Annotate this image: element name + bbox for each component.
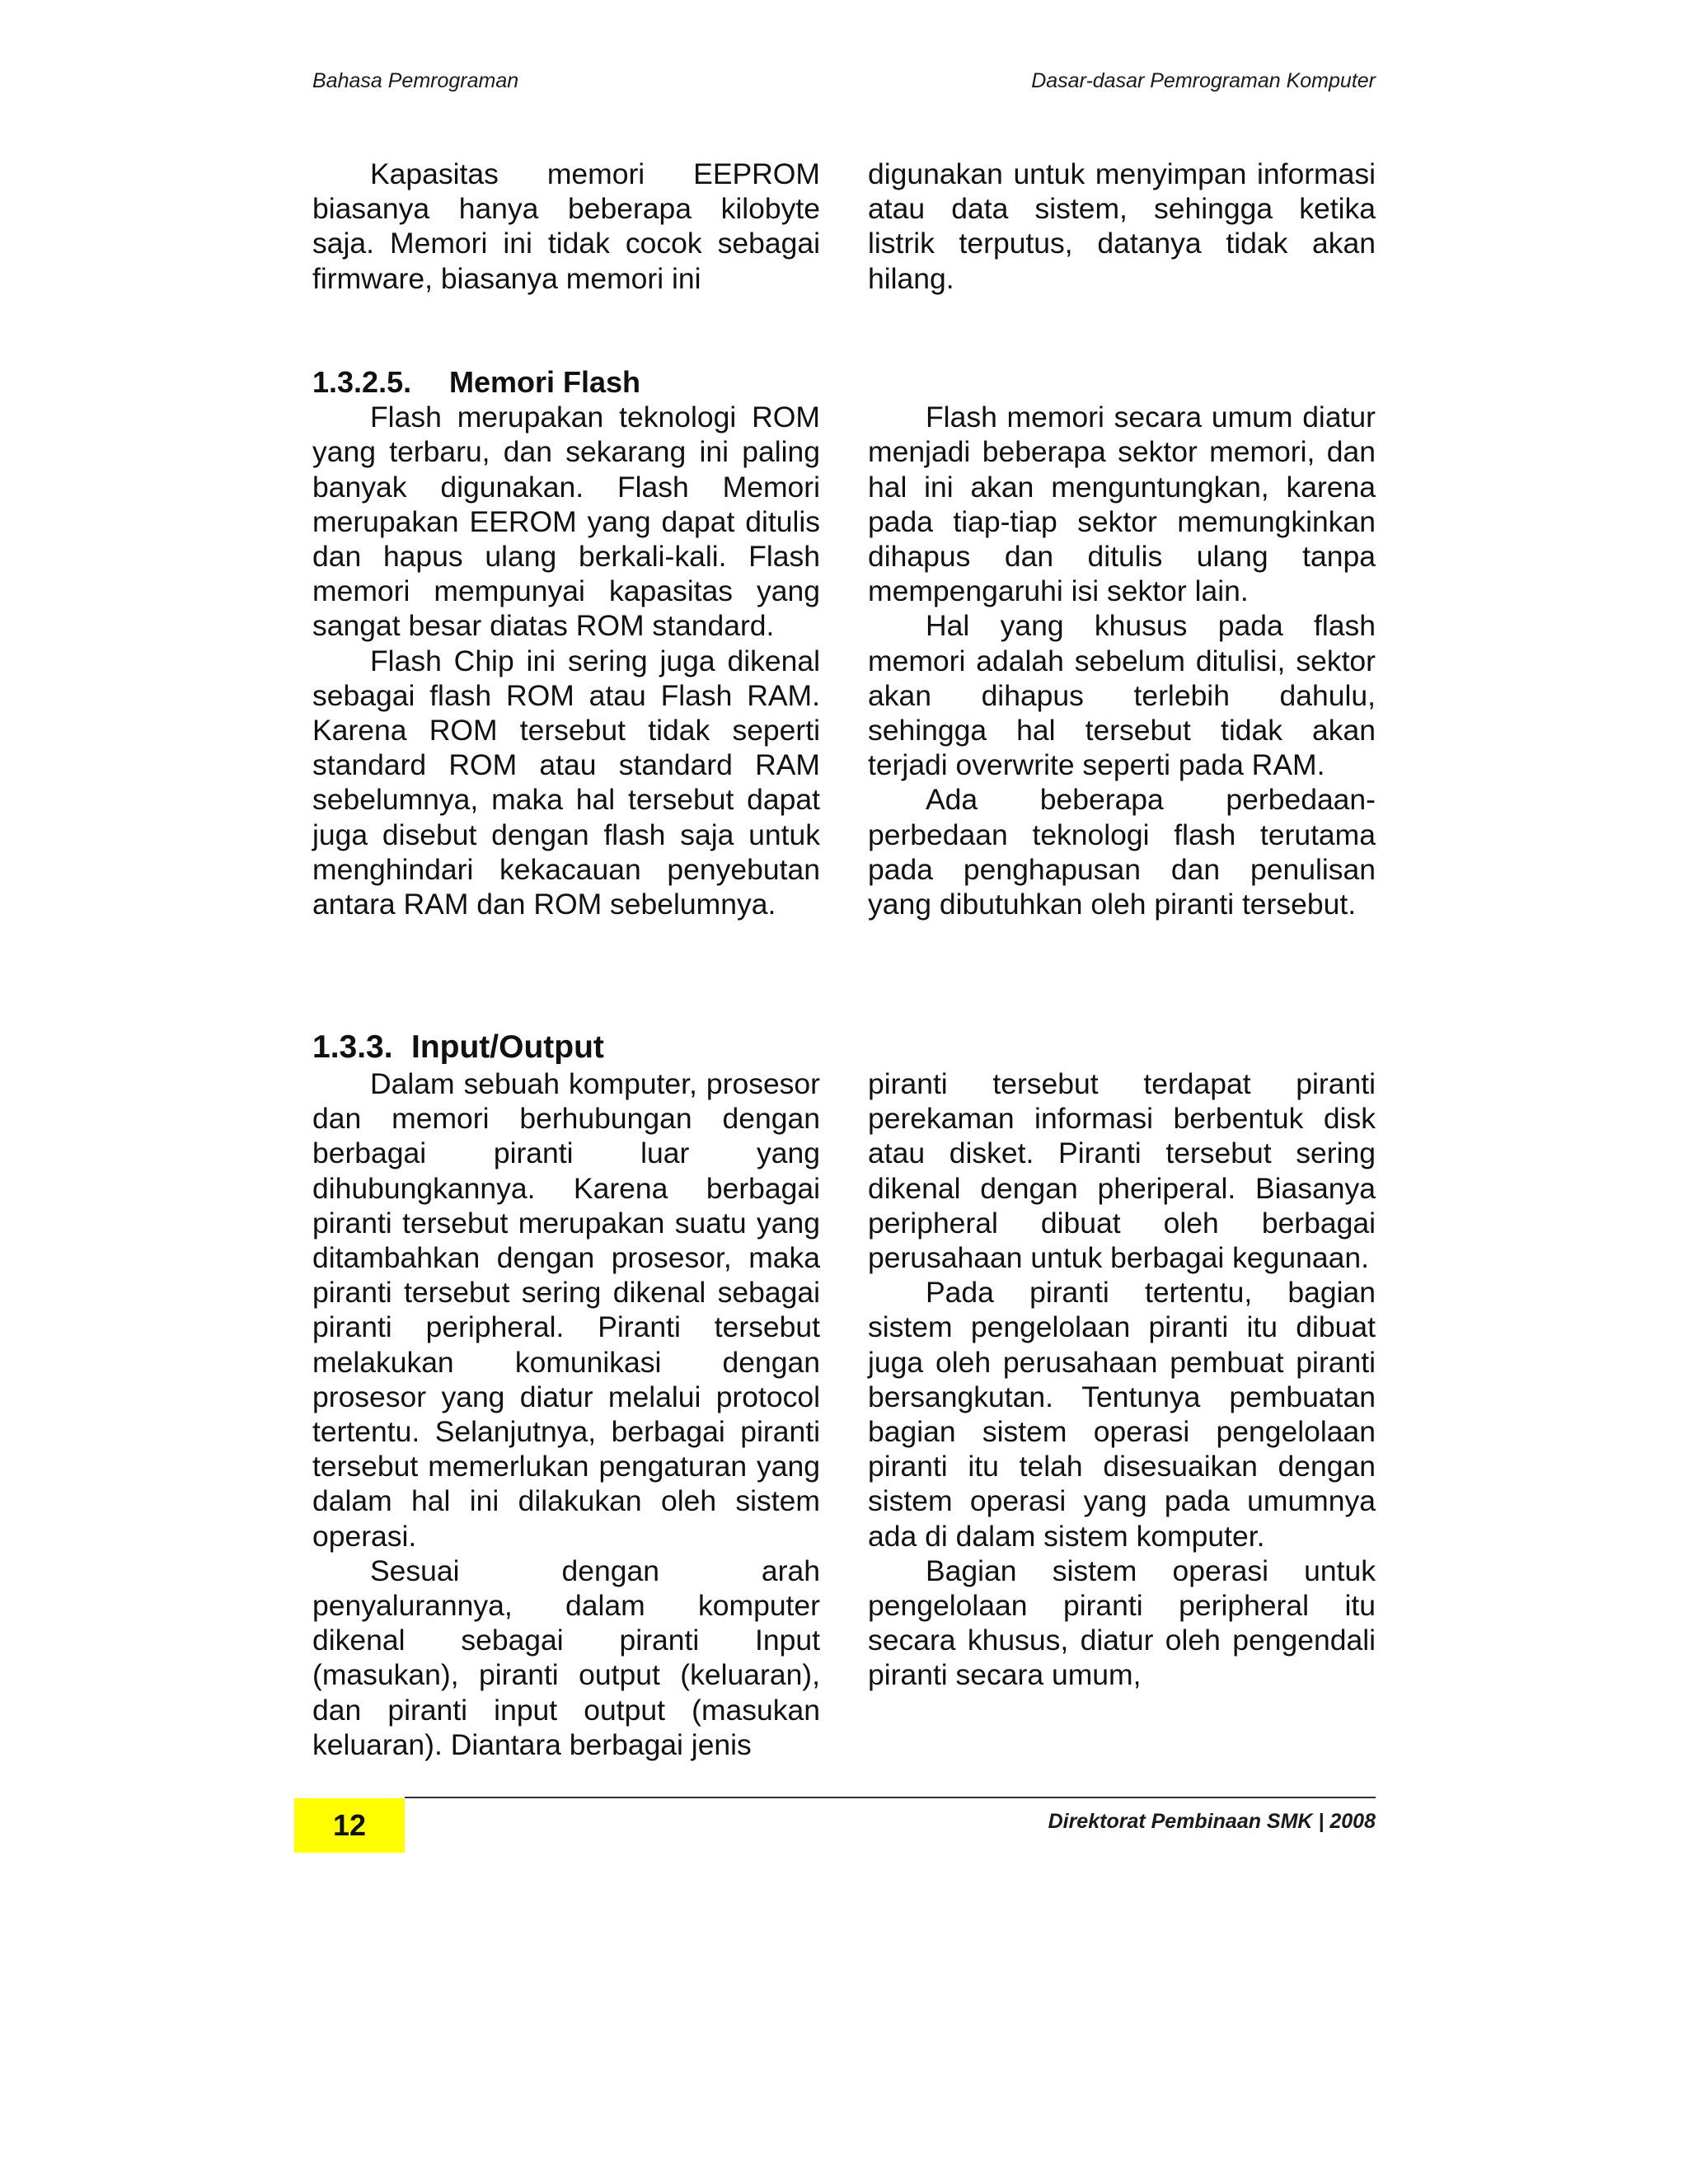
section-number: 1.3.2.5. xyxy=(312,365,412,399)
running-header-left: Bahasa Pemrograman xyxy=(312,69,519,92)
left-column xyxy=(312,157,820,296)
paragraph: Bagian sistem operasi untuk pengelolaan piranti peripheral itu secara khusus, diatur oleh pengendali piranti secara umum, xyxy=(868,1554,1376,1692)
paragraph: Dalam sebuah komputer, prosesor dan memori berhubungan dengan berbagai piranti luar yang dihubungkannya. Karena berbagai piranti tersebut merupakan suatu yang ditambahkan dengan prosesor, maka piranti tersebut sering dikenal sebagai piranti peripheral. Piranti tersebut melakukan komunikasi dengan prosesor yang diatur melalui protocol tertentu. Selanjutnya, berbagai piranti tersebut memerlukan pengaturan yang dalam hal ini dilakukan oleh sistem operasi. xyxy=(312,1067,820,1553)
footer-divider xyxy=(405,1797,1376,1798)
paragraph: Flash memori secara umum diatur menjadi beberapa sektor memori, dan hal ini akan menguntungkan, karena pada tiap-tiap sektor memungkinkan dihapus dan ditulis ulang tanpa mempengaruhi isi sektor lain. xyxy=(868,401,1376,608)
paragraph: piranti tersebut terdapat piranti perekaman informasi berbentuk disk atau disket. Piranti tersebut sering dikenal dengan pheriperal. Biasanya peripheral dibuat oleh berbagai perusahaan untuk berbagai kegunaan. xyxy=(868,1067,1376,1275)
section-number: 1.3.3. xyxy=(312,1029,393,1065)
paragraph: Hal yang khusus pada flash memori adalah sebelum ditulisi, sektor akan dihapus terlebih dahulu, sehingga hal tersebut tidak akan terjadi overwrite seperti pada RAM. xyxy=(868,609,1376,782)
running-header-right: Dasar-dasar Pemrograman Komputer xyxy=(1031,69,1376,92)
left-column xyxy=(312,400,820,921)
paragraph: Ada beberapa perbedaan-perbedaan teknologi flash terutama pada penghapusan dan penulisan yang dibutuhkan oleh piranti tersebut. xyxy=(868,783,1376,921)
section-title: Input/Output xyxy=(411,1029,604,1065)
paragraph: Sesuai dengan arah penyalurannya, dalam komputer dikenal sebagai piranti Input (masukan), piranti output (keluaran), dan piranti input output (masukan keluaran). Diantara berbagai jenis xyxy=(312,1554,820,1761)
section-title: Memori Flash xyxy=(449,365,641,399)
right-column xyxy=(868,1066,1376,1693)
footer-publisher: Direktorat Pembinaan SMK | 2008 xyxy=(1048,1810,1376,1833)
paragraph: Flash merupakan teknologi ROM yang terbaru, dan sekarang ini paling banyak digunakan. Flash Memori merupakan EEROM yang dapat ditulis dan hapus ulang berkali-kali. Flash memori mempunyai kapasitas yang sangat besar diatas ROM standard. xyxy=(312,401,820,643)
paragraph: digunakan untuk menyimpan informasi atau data sistem, sehingga ketika listrik terputus, datanya tidak akan hilang. xyxy=(868,157,1376,295)
page-number: 12 xyxy=(294,1798,405,1853)
section-heading xyxy=(312,1029,1376,1066)
right-column xyxy=(868,157,1376,296)
section-input-output xyxy=(312,1029,1376,1762)
section-heading xyxy=(312,365,1376,400)
paragraph: Pada piranti tertentu, bagian sistem pengelolaan piranti itu dibuat juga oleh perusahaan pembuat piranti bersangkutan. Tentunya pembuatan bagian sistem operasi pengelolaan piranti itu telah disesuaikan dengan sistem operasi yang pada umumnya ada di dalam sistem komputer. xyxy=(868,1276,1376,1553)
left-column xyxy=(312,1066,820,1762)
paragraph: Kapasitas memori EEPROM biasanya hanya beberapa kilobyte saja. Memori ini tidak cocok sebagai firmware, biasanya memori ini xyxy=(312,157,820,295)
continuation-block xyxy=(312,157,1376,296)
paragraph: Flash Chip ini sering juga dikenal sebagai flash ROM atau Flash RAM. Karena ROM tersebut tidak seperti standard ROM atau standard RAM sebelumnya, maka hal tersebut dapat juga disebut dengan flash saja untuk menghindari kekacauan penyebutan antara RAM dan ROM sebelumnya. xyxy=(312,644,820,921)
section-memori-flash xyxy=(312,365,1376,921)
right-column xyxy=(868,400,1376,921)
